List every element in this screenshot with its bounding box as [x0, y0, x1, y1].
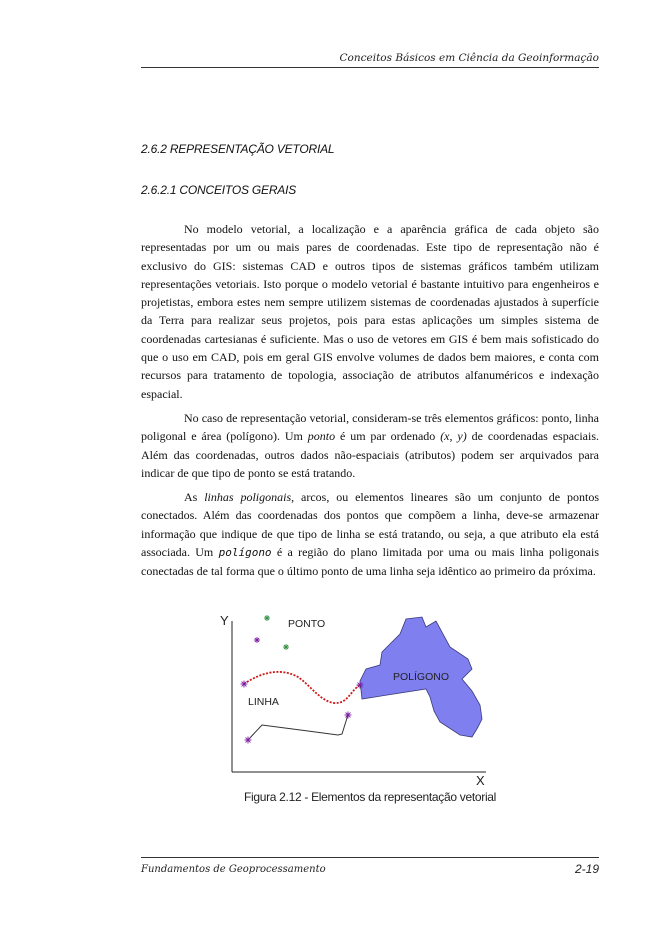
paragraph-2 — [141, 409, 599, 482]
header-rule — [141, 67, 599, 68]
paragraph-3-part-c: é a região do plano limitada por uma ou mais linha poligonais conectadas de tal forma que o último ponto de uma linha seja idêntico ao primeiro da próxima. — [141, 545, 600, 579]
term-poligono: polígono — [218, 546, 272, 560]
term-ponto: ponto — [307, 429, 336, 444]
polyline-markers — [245, 712, 352, 744]
term-coordinates: (x, y) — [440, 429, 467, 444]
y-axis-label: Y — [220, 613, 229, 628]
term-linhas-poligonais: linhas poligonais — [204, 490, 292, 505]
footer-book-title: Fundamentos de Geoprocessamento — [141, 864, 326, 875]
point-markers — [254, 615, 289, 650]
point-marker — [264, 615, 270, 621]
point-marker — [283, 644, 289, 650]
page-number: 2-19 — [574, 862, 599, 876]
linha-vertex-marker — [241, 681, 248, 688]
section-title: 2.6.2 REPRESENTAÇÃO VETORIAL — [141, 142, 335, 156]
paragraph-3 — [141, 488, 599, 580]
paragraph-2-part-c: de coordenadas espaciais. Além das coordenadas, outros dados não-espaciais (atributos) podem ser arquivados para indicar de que tipo de ponto se está tratando. — [141, 429, 600, 480]
point-marker — [254, 637, 260, 643]
x-axis-label: X — [476, 773, 485, 787]
body-text — [141, 220, 599, 587]
paragraph-2-part-a: No caso de representação vetorial, consideram-se três elementos gráficos: ponto, linha poligonal e área (polígono). Um — [141, 410, 599, 444]
label-linha: LINHA — [248, 696, 279, 708]
subsection-title: 2.6.2.1 CONCEITOS GERAIS — [141, 183, 297, 197]
footer-rule — [141, 857, 599, 858]
running-header: Conceitos Básicos em Ciência da Geoinformação — [339, 52, 599, 64]
vector-elements-figure — [210, 607, 510, 787]
paragraph-1: No modelo vetorial, a localização e a aparência gráfica de cada objeto são representadas por um ou mais pares de coordenadas. Este tipo de representação não é exclusivo do GIS: sistemas CAD e outros tipos de sistemas gráficos também utilizam representações vetoriais. Isto porque o modelo vetorial é bastante intuitivo para engenheiros e projetistas, embora estes nem sempre utilizem sistemas de coordenadas ajustados à superfície da Terra para realizar seus projetos, pois para estas aplicações um simples sistema de coordenadas cartesianas é suficiente. Mas o uso de vetores em GIS é bem mais sofisticado do que o uso em CAD, pois em geral GIS envolve volumes de dados bem maiores, e conta com recursos para tratamento de topologia, associação de atributos alfanuméricos e indexação espacial. — [141, 222, 599, 401]
label-poligono: POLÍGONO — [393, 671, 450, 683]
linha-markers — [241, 681, 364, 689]
polyline-segments — [248, 713, 348, 740]
figure-caption: Figura 2.12 - Elementos da representação vetorial — [243, 790, 497, 804]
paragraph-2-part-b: é um par ordenado — [335, 429, 441, 444]
polyline-vertex-marker — [345, 712, 352, 719]
paragraph-3-part-b: , arcos, ou elementos lineares são um conjunto de pontos conectados. Além das coordenadas dos pontos que compõem a linha, deve-se armazenar informação que indique de que tipo de linha se está tratando, ou seja, a que atributo ela está associada. Um — [141, 490, 599, 560]
paragraph-3-part-a: As — [184, 490, 205, 505]
label-ponto: PONTO — [288, 618, 326, 630]
